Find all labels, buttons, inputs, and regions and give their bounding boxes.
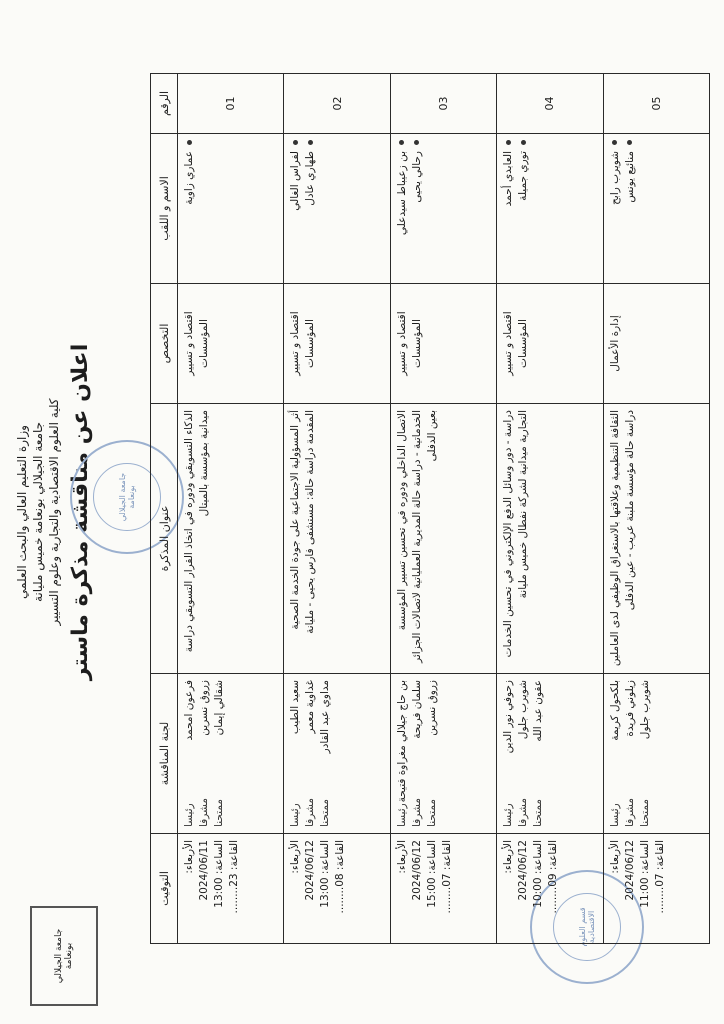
jury-member [182, 680, 197, 827]
row-thesis-title: الثقافة التنظيمية وعلاقتها بالاستغراق الوظيفي لدى العاملين دراسة حالة مؤسسة ملبنة عريب - عين الدفلى [603, 404, 709, 674]
center-stamp-text: جامعة الجيلالي بونعامة [93, 463, 161, 531]
schedule-line: الساعة: 13:00 [213, 840, 225, 908]
university-logo [30, 906, 98, 1006]
row-number: 04 [497, 74, 603, 134]
ministry-line: وزارة التعليم العالي والبحث العلمي [15, 425, 29, 599]
student-name-text: لفراس الغالي [289, 151, 302, 211]
header-number: الرقم [151, 74, 178, 134]
schedule-line: الأربعاء: 2024/06/11 [183, 840, 210, 901]
jury-name: زروق نسرين [198, 680, 210, 736]
jury-role: ممتحنا [425, 798, 438, 827]
jury-name: بن حاج جيلالي مغراوة فتيحة [395, 680, 408, 803]
faculty-line: كلية العلوم الاقتصادية والتجارية وعلوم التسيير [47, 398, 61, 626]
student-name-text: منائيع يونس [623, 151, 636, 203]
student-name-text: بن زعيباط سيدعلي [395, 151, 408, 236]
row-schedule [603, 834, 709, 944]
header-name: الاسم و اللقب [151, 134, 178, 284]
schedule-line: القاعة: 07........ [440, 840, 453, 914]
table-row [390, 74, 496, 944]
row-students [390, 134, 496, 284]
page-title: اعلان عن مناقشة مذكرة ماستر [68, 343, 93, 681]
row-schedule [178, 834, 284, 944]
row-specialty: اقتصاد و تسيير المؤسسات [390, 284, 496, 404]
student-name-text: عماري زاوية [183, 151, 195, 205]
bullet-icon [399, 140, 404, 145]
table-row [178, 74, 284, 944]
row-number: 02 [284, 74, 390, 134]
jury-member [395, 680, 410, 827]
row-jury [603, 674, 709, 834]
row-number: 05 [603, 74, 709, 134]
jury-role: مشرفا [304, 797, 317, 827]
jury-name: مداوي عبد القادر [319, 680, 332, 754]
header-title: عنوان المذكرة [151, 404, 178, 674]
jury-member [318, 680, 333, 827]
jury-name: شويرب جلول [638, 680, 651, 740]
jury-name: شويرب جلول [517, 680, 530, 740]
jury-member [608, 680, 623, 827]
row-jury [390, 674, 496, 834]
university-line: جامعة الجيلالي بونعامة خميس مليانة [31, 421, 45, 603]
row-students [497, 134, 603, 284]
row-students [284, 134, 390, 284]
bullet-icon [612, 140, 617, 145]
student-name [608, 140, 623, 277]
table-row [497, 74, 603, 944]
bullet-icon [414, 140, 419, 145]
row-specialty: إدارة الأعمال [603, 284, 709, 404]
department-stamp-text: قسم العلوم الاقتصادية [553, 893, 621, 961]
jury-member [425, 680, 440, 827]
row-number: 03 [390, 74, 496, 134]
row-jury [497, 674, 603, 834]
jury-role: ممتحنا [319, 798, 332, 827]
schedule-line: الساعة: 15:00 [425, 840, 438, 908]
row-schedule [390, 834, 496, 944]
jury-name: سعيد الطيب [289, 680, 302, 735]
student-name [303, 140, 318, 277]
row-students [603, 134, 709, 284]
jury-member [212, 680, 227, 827]
jury-member [501, 680, 516, 827]
student-name-text: العابدي أحمد [502, 151, 515, 207]
student-name-text: رحالي يحيى [410, 151, 423, 203]
jury-name: زيلوني فريدة [623, 680, 636, 737]
student-name [501, 140, 516, 277]
schedule-line: الأربعاء: 2024/06/12 [608, 840, 636, 901]
student-name [623, 140, 638, 277]
row-thesis-title: الذكاء التسويقي ودوره في اتخاذ القرار التسويقي دراسة ميدانية بمؤسسة بالميتال [178, 404, 284, 674]
bullet-icon [293, 140, 298, 145]
schedule-line: القاعة: 07........ [653, 840, 666, 914]
jury-role: مشرفا [623, 797, 636, 827]
row-specialty: اقتصاد و تسيير المؤسسات [284, 284, 390, 404]
defense-schedule-table [150, 73, 710, 944]
row-jury [284, 674, 390, 834]
row-number: 01 [178, 74, 284, 134]
bullet-icon [187, 140, 192, 145]
student-name [516, 140, 531, 277]
schedule-line: القاعة: 08........ [334, 840, 347, 914]
jury-name: شقالي إيمان [213, 680, 225, 736]
jury-role: مشرفا [517, 797, 530, 827]
jury-name: بلكحول كريمة [608, 680, 621, 741]
table-row [603, 74, 709, 944]
row-schedule [497, 834, 603, 944]
schedule-line: الأربعاء: 2024/06/12 [395, 840, 423, 901]
schedule-line: الأربعاء: 2024/06/12 [502, 840, 530, 901]
jury-member [410, 680, 425, 827]
schedule-line: القاعة: 09........ [547, 840, 560, 914]
schedule-line: القاعة: 23........ [228, 840, 240, 914]
jury-role: رئيسا [502, 803, 515, 827]
header-schedule: التوقيت [151, 834, 178, 944]
student-name-text: شويرب رابح [608, 151, 621, 205]
table-header-row [151, 74, 178, 944]
student-name [410, 140, 425, 277]
jury-member [623, 680, 638, 827]
student-name [288, 140, 303, 277]
header-jury: لجنة المناقشة [151, 674, 178, 834]
row-jury [178, 674, 284, 834]
row-specialty: اقتصاد و تسيير المؤسسات [497, 284, 603, 404]
bullet-icon [308, 140, 313, 145]
jury-member [638, 680, 653, 827]
jury-role: رئيسا [183, 803, 195, 827]
row-specialty: اقتصاد و تسيير المؤسسات [178, 284, 284, 404]
jury-name: زحوفي نور الدين [502, 680, 515, 754]
bullet-icon [627, 140, 632, 145]
schedule-line: الساعة: 10:00 [532, 840, 545, 908]
schedule-line: الأربعاء: 2024/06/12 [289, 840, 317, 901]
table-row [284, 74, 390, 944]
student-name [395, 140, 410, 277]
row-thesis-title: دراسة - دور وسائل الدفع الإلكتروني في تحسين الخدمات التجارية ميدانية لشركة نفطال خميس مليانة [497, 404, 603, 674]
logo-text-1: جامعة الجيلالي [54, 928, 64, 984]
schedule-line: الساعة: 11:00 [638, 840, 651, 908]
jury-role: ممتحنا [213, 798, 225, 827]
jury-member [197, 680, 212, 827]
schedule-line: الساعة: 13:00 [319, 840, 332, 908]
jury-member [288, 680, 303, 827]
row-thesis-title: الاتصال الداخلي ودوره في تحسين تسيير المؤسسة الخدماتية - دراسة حالة المديرية العملياتية لاتصالات الجزائر بعين الدفلى [390, 404, 496, 674]
student-name-text: توري جميلة [517, 151, 530, 201]
jury-name: سلمان فريحة [410, 680, 423, 739]
jury-role: رئيسا [608, 803, 621, 827]
logo-text-2: بونعامة [64, 942, 74, 970]
row-schedule [284, 834, 390, 944]
student-name [182, 140, 197, 277]
bullet-icon [506, 140, 511, 145]
jury-role: مشرفا [410, 797, 423, 827]
jury-role: رئيسا [289, 803, 302, 827]
jury-member [303, 680, 318, 827]
jury-role: ممتحنا [638, 798, 651, 827]
student-name-text: طهاري عادل [304, 151, 317, 206]
row-thesis-title: أثر المسؤولية الاجتماعية على جودة الخدمة الصحية المقدمة دراسة حالة: مستشفى فارس يحيى - مليانة [284, 404, 390, 674]
jury-role: رئيسا [395, 803, 408, 827]
jury-member [531, 680, 546, 827]
jury-name: فرعون امحمد [183, 680, 195, 741]
jury-name: غداوية معمر [304, 680, 317, 734]
bullet-icon [521, 140, 526, 145]
jury-name: زروق نسرين [425, 680, 438, 736]
jury-name: عقون عبد الله [532, 680, 545, 742]
jury-role: ممتحنا [532, 798, 545, 827]
jury-role: مشرفا [198, 797, 210, 827]
header-specialty: التخصص [151, 284, 178, 404]
jury-member [516, 680, 531, 827]
row-students [178, 134, 284, 284]
